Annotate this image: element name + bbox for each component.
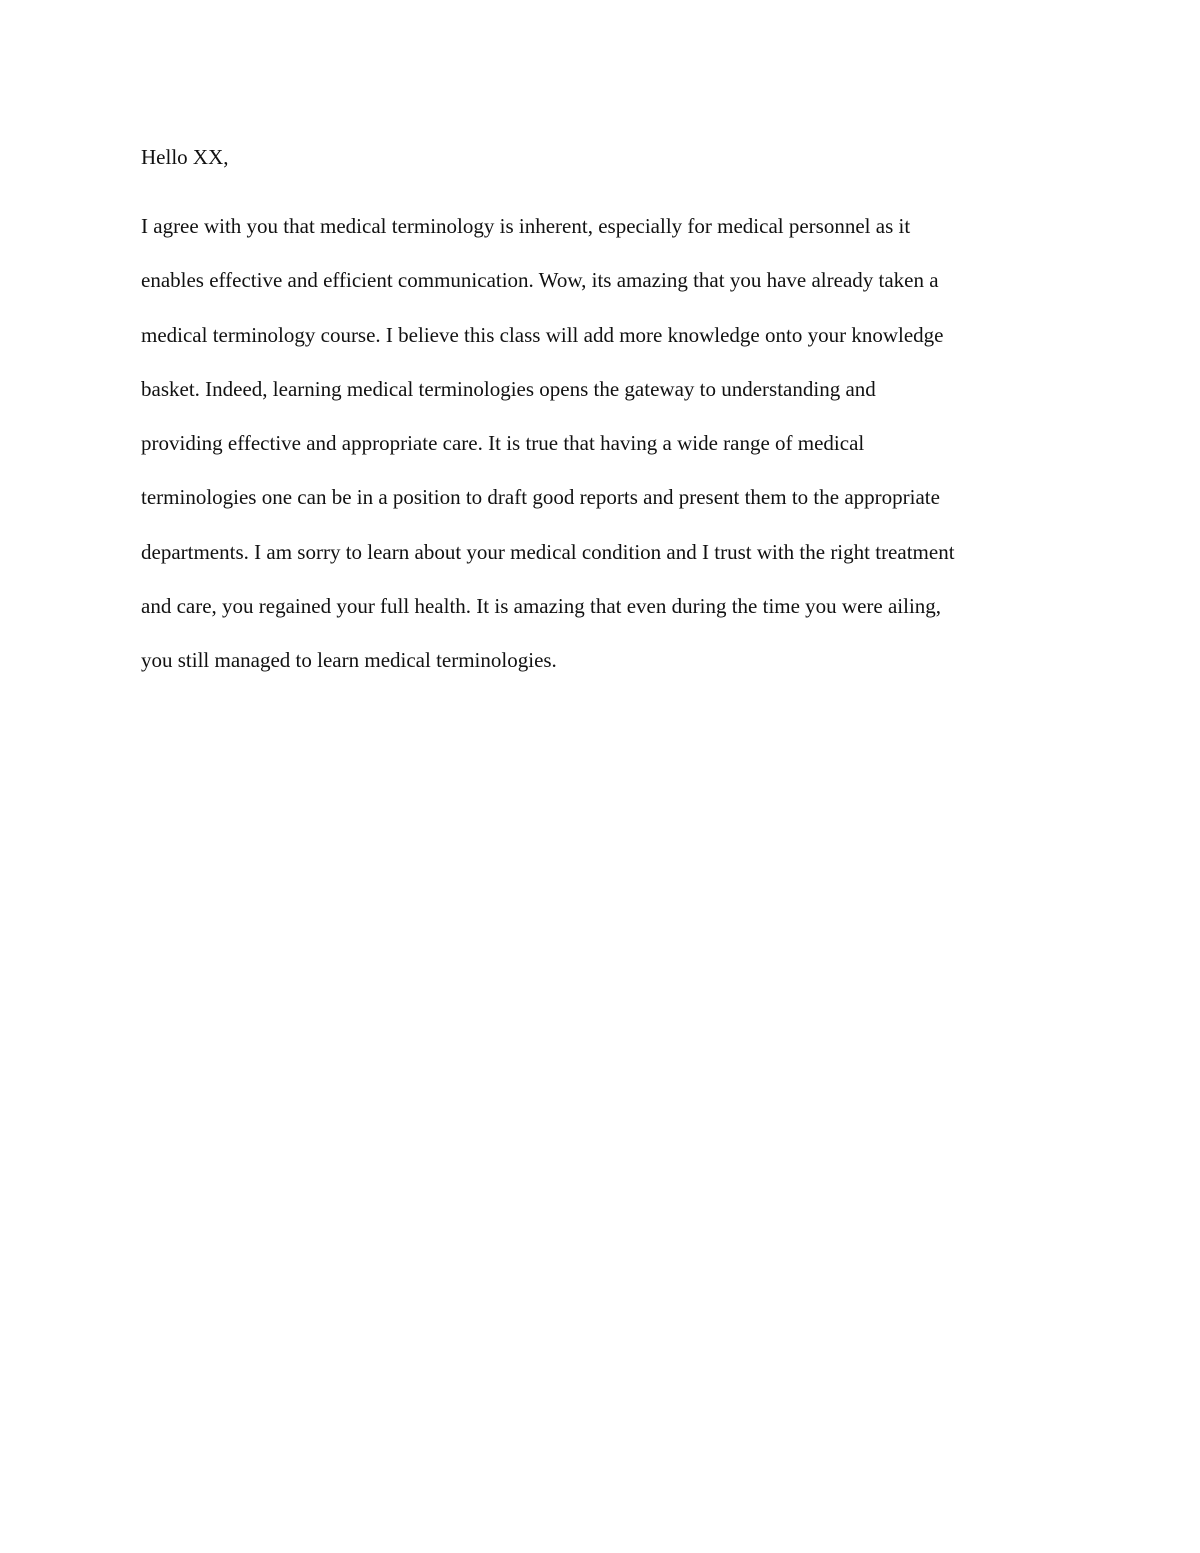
- body-line: departments. I am sorry to learn about your medical condition and I trust with the right treatment: [141, 539, 955, 564]
- body-paragraph: [141, 212, 955, 701]
- body-line: basket. Indeed, learning medical terminologies opens the gateway to understanding and: [141, 376, 876, 401]
- body-line: terminologies one can be in a position to draft good reports and present them to the appropriate: [141, 485, 940, 510]
- body-line: I agree with you that medical terminology is inherent, especially for medical personnel as it: [141, 214, 911, 238]
- body-line: and care, you regained your full health. It is amazing that even during the time you were ailing,: [141, 594, 942, 619]
- greeting: Hello XX,: [141, 145, 229, 169]
- body-line: medical terminology course. I believe this class will add more knowledge onto your knowledge: [141, 322, 944, 347]
- body-line: enables effective and efficient communication. Wow, its amazing that you have already taken a: [141, 268, 939, 293]
- body-line: you still managed to learn medical terminologies.: [141, 648, 557, 673]
- body-line: providing effective and appropriate care. It is true that having a wide range of medical: [141, 431, 865, 456]
